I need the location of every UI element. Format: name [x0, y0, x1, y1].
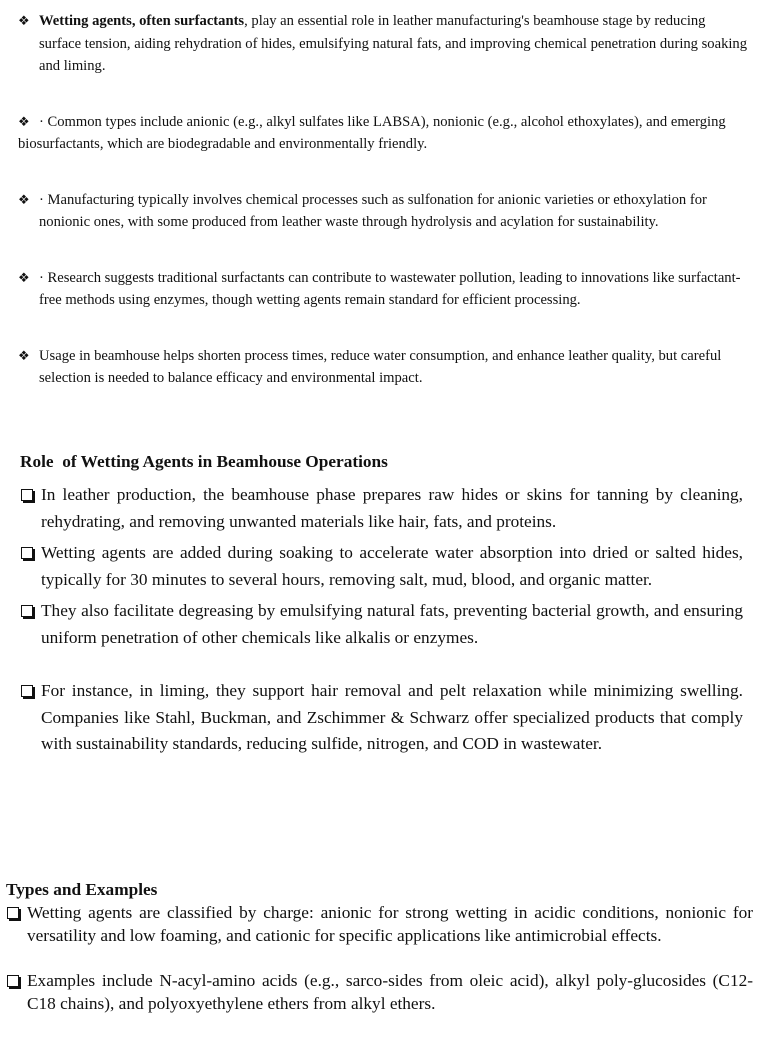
section-heading-types: Types and Examples [6, 880, 158, 899]
list-item [6, 902, 753, 947]
list-item [20, 598, 743, 651]
intro-item-text: · Research suggests traditional surfactants can contribute to wastewater pollution, leading to innovations like surfactant-free methods using enzymes, though wetting agents remain standard for efficient processing. [39, 269, 741, 308]
list-item-text: Wetting agents are added during soaking to accelerate water absorption into dried or salted hides, typically for 30 minutes to several hours, removing salt, mud, blood, and organic matter. [41, 543, 743, 589]
list-item-text: In leather production, the beamhouse phase prepares raw hides or skins for tanning by cleaning, rehydrating, and removing unwanted materials like hair, fats, and proteins. [41, 485, 743, 531]
intro-item [18, 267, 750, 312]
role-bullet-list [20, 482, 743, 763]
checkbox-bullet-icon [21, 685, 33, 697]
diamond-bullet-icon: ❖ [18, 191, 30, 207]
intro-item [18, 189, 750, 234]
diamond-bullet-icon: ❖ [18, 13, 30, 28]
checkbox-bullet-icon [21, 605, 33, 617]
intro-bullet-list [18, 10, 750, 423]
checkbox-bullet-icon [21, 489, 33, 501]
intro-item-text: · Common types include anionic (e.g., alkyl sulfates like LABSA), nonionic (e.g., alcohol ethoxylates), and emerging biosurfactants, which are biodegradable and environmentally friendly. [18, 113, 726, 152]
list-item-text: They also facilitate degreasing by emulsifying natural fats, preventing bacterial growth, and ensuring uniform penetration of other chemicals like alkalis or enzymes. [41, 601, 743, 647]
list-item-text: For instance, in liming, they support hair removal and pelt relaxation while minimizing swelling. Companies like Stahl, Buckman, and Zschimmer & Schwarz offer specialized products that comply with sustainability standards, reducing sulfide, nitrogen, and COD in wastewater. [41, 681, 743, 753]
list-item-text: Wetting agents are classified by charge: anionic for strong wetting in acidic conditions, nonionic for versatility and low foaming, and cationic for specific applications like antimicrobial effects. [27, 903, 753, 945]
checkbox-bullet-icon [21, 547, 33, 559]
intro-item-text: Usage in beamhouse helps shorten process times, reduce water consumption, and enhance leather quality, but careful selection is needed to balance efficacy and environmental impact. [39, 347, 722, 386]
intro-item [18, 345, 750, 390]
list-item [20, 678, 743, 758]
diamond-bullet-icon: ❖ [18, 347, 30, 363]
checkbox-bullet-icon [7, 975, 19, 987]
section-heading-role: Role of Wetting Agents in Beamhouse Operations [20, 452, 388, 471]
diamond-bullet-icon: ❖ [18, 269, 30, 285]
intro-item [18, 10, 750, 78]
types-bullet-list [6, 902, 753, 1038]
intro-item [18, 111, 750, 156]
list-item [6, 970, 753, 1015]
diamond-bullet-icon: ❖ [18, 113, 30, 129]
intro-item-text: · Manufacturing typically involves chemical processes such as sulfonation for anionic varieties or ethoxylation for nonionic ones, with some produced from leather waste through hydrolysis and acylation for sustainability. [39, 191, 707, 230]
checkbox-bullet-icon [7, 907, 19, 919]
list-item [20, 482, 743, 535]
intro-item-text: , play an essential role in leather manufacturing's beamhouse stage by reducing surface tension, aiding rehydration of hides, emulsifying natural fats, and improving chemical penetration during soaking and liming. [39, 13, 748, 74]
list-item-text: Examples include N-acyl-amino acids (e.g., sarco-sides from oleic acid), alkyl poly-glucosides (C12-C18 chains), and polyoxyethylene ethers from alkyl ethers. [27, 971, 753, 1013]
intro-item-bold-lead: Wetting agents, often surfactants [39, 13, 245, 29]
list-item [20, 540, 743, 593]
